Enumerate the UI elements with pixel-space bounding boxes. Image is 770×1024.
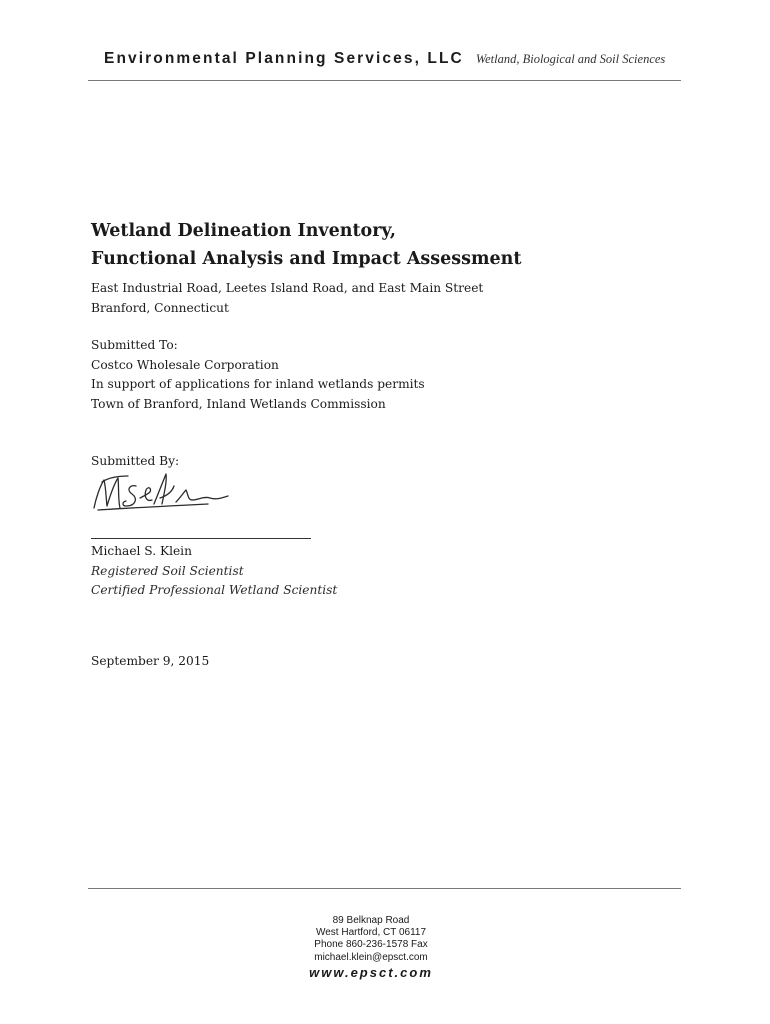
handwritten-signature [88,468,238,518]
company-name: Environmental Planning Services, LLC [104,50,464,67]
recipient-line-3: Town of Branford, Inland Wetlands Commission [91,396,386,411]
title-line-1: Wetland Delineation Inventory, [91,221,397,241]
footer-website: www.epsct.com [309,964,433,980]
letterhead [104,50,665,68]
header-divider [88,80,681,81]
submitted-to-label: Submitted To: [91,338,178,352]
footer-address-1: 89 Belknap Road [332,915,410,926]
title-line-2: Functional Analysis and Impact Assessment [91,249,522,269]
author-credential-1: Registered Soil Scientist [91,563,244,578]
footer-address-2: West Hartford, CT 06117 [315,927,427,939]
submitted-to-block [91,336,425,414]
location-line-2: Branford, Connecticut [91,300,229,315]
author-credential-2: Certified Professional Wetland Scientist [91,583,338,597]
recipient-line-1: Costco Wholesale Corporation [91,357,279,372]
document-date: September 9, 2015 [91,654,210,668]
footer-email: michael.klein@epsct.com [314,951,428,963]
submitted-by-label: Submitted By: [91,454,180,468]
author-block [91,542,337,601]
recipient-line-2: In support of applications for inland wetlands permits [91,377,425,391]
footer-contact [270,915,472,981]
footer-phone: Phone 860-236-1578 Fax [314,939,428,951]
project-location [91,279,483,318]
company-tagline: Wetland, Biological and Soil Sciences [475,52,666,66]
signature-line [91,538,311,539]
document-title [91,217,521,273]
location-line-1: East Industrial Road, Leetes Island Road, and East Main Street [91,281,484,295]
author-name: Michael S. Klein [91,544,192,558]
footer-divider [88,888,681,889]
